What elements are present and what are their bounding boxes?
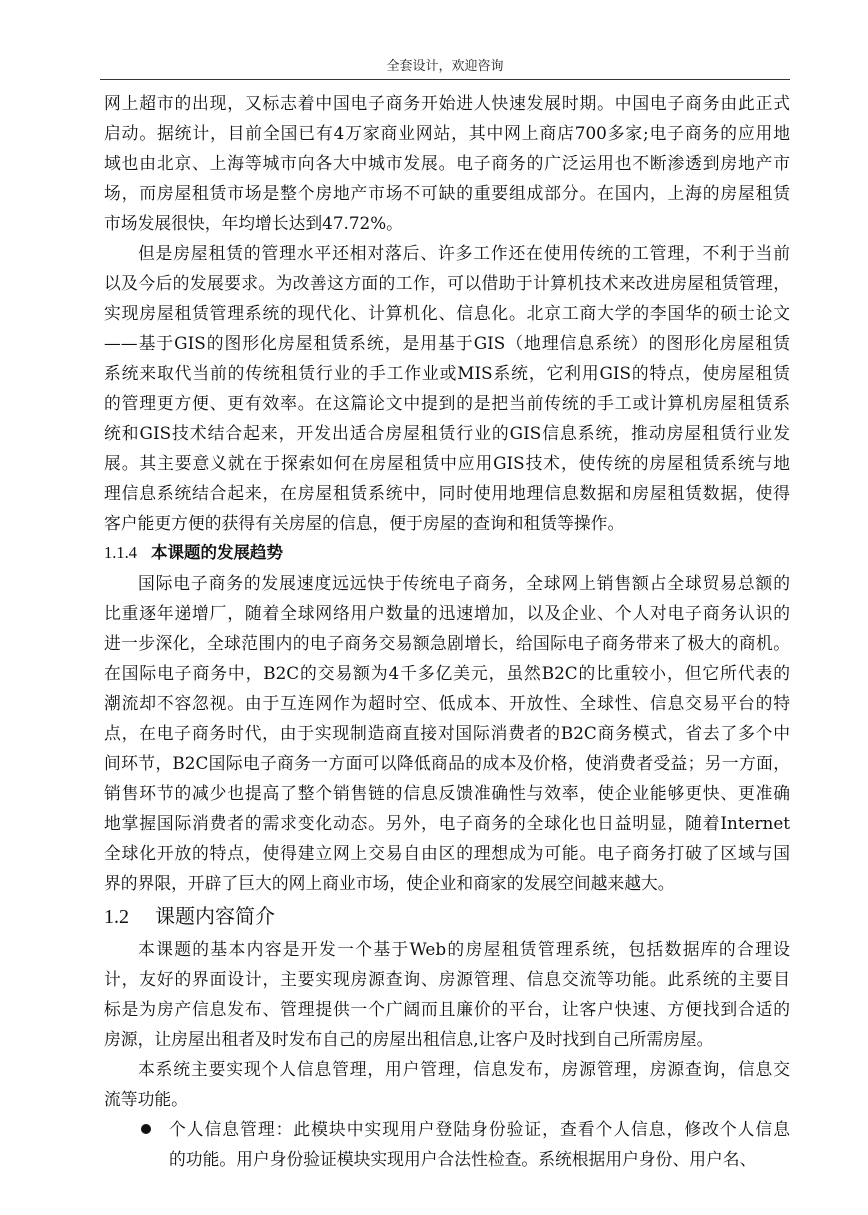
header-rule xyxy=(100,79,790,80)
text-line: 销售环节的减少也提高了整个销售链的信息反馈准确性与效率，使企业能够更快、更准确 xyxy=(104,783,790,803)
text-line: 本课题的基本内容是开发一个基于Web的房屋租赁管理系统，包括数据库的合理设 xyxy=(138,939,790,959)
text-line: 潮流却不容忽视。由于互连网作为超时空、低成本、开放性、全球性、信息交易平台的特 xyxy=(104,693,790,713)
text-line: 标是为房产信息发布、管理提供一个广阔而且廉价的平台，让客户快速、方便找到合适的 xyxy=(104,999,790,1019)
text-line: 的功能。用户身份验证模块实现用户合法性检查。系统根据用户身份、用户名、 xyxy=(169,1149,757,1169)
section-title: 课题内容简介 xyxy=(155,904,275,928)
text-line: 本系统主要实现个人信息管理，用户管理，信息发布，房源管理，房源查询，信息交 xyxy=(138,1059,790,1079)
text-line: 地掌握国际消费者的需求变化动态。另外，电子商务的全球化也日益明显，随着Internet xyxy=(104,813,790,833)
text-line: 域也由北京、上海等城市向各大中城市发展。电子商务的广泛运用也不断渗透到房地产市 xyxy=(104,153,790,173)
text-line: 个人信息管理：此模块中实现用户登陆身份验证，查看个人信息，修改个人信息 xyxy=(169,1119,790,1139)
paragraph-rental-management xyxy=(104,238,790,538)
text-line: 国际电子商务的发展速度远远快于传统电子商务，全球网上销售额占全球贸易总额的 xyxy=(138,573,790,593)
section-title: 本课题的发展趋势 xyxy=(151,543,283,562)
text-line: 系统来取代当前的传统租赁行业的手工作业或MIS系统，它利用GIS的特点，使房屋租赁 xyxy=(104,363,790,383)
text-line: ——基于GIS的图形化房屋租赁系统，是用基于GIS（地理信息系统）的图形化房屋租赁 xyxy=(104,333,790,353)
text-line: 以及今后的发展要求。为改善这方面的工作，可以借助于计算机技术来改进房屋租赁管理， xyxy=(104,273,790,293)
section-number: 1.1.4 xyxy=(104,543,137,562)
text-line: 房源，让房屋出租者及时发布自己的房屋出租信息,让客户及时找到自己所需房屋。 xyxy=(104,1029,714,1049)
text-line: 理信息系统结合起来，在房屋租赁系统中，同时使用地理信息数据和房屋租赁数据，使得 xyxy=(104,483,790,503)
paragraph-development-trend xyxy=(104,568,790,898)
text-line: 间环节，B2C国际电子商务一方面可以降低商品的成本及价格，使消费者受益；另一方面， xyxy=(104,753,790,773)
page-header: 全套设计，欢迎咨询 xyxy=(386,59,504,74)
text-line: 在国际电子商务中，B2C的交易额为4千多亿美元，虽然B2C的比重较小，但它所代表的 xyxy=(104,663,790,683)
text-line: 点，在电子商务时代，由于实现制造商直接对国际消费者的B2C商务模式，省去了多个中 xyxy=(104,723,790,743)
text-line: 实现房屋租赁管理系统的现代化、计算机化、信息化。北京工商大学的李国华的硕士论文 xyxy=(104,303,790,323)
paragraph-ecommerce-intro xyxy=(104,88,790,238)
text-line: 流等功能。 xyxy=(104,1089,188,1109)
text-line: 比重逐年递增厂，随着全球网络用户数量的迅速增加，以及企业、个人对电子商务认识的 xyxy=(104,603,790,623)
section-heading-1-1-4 xyxy=(104,538,790,568)
bullet-icon xyxy=(141,1124,151,1134)
text-line: 场，而房屋租赁市场是整个房地产市场不可缺的重要组成部分。在国内，上海的房屋租赁 xyxy=(104,183,790,203)
section-heading-1-2 xyxy=(104,898,790,934)
text-line: 全球化开放的特点，使得建立网上交易自由区的理想成为可能。电子商务打破了区域与国 xyxy=(104,843,790,863)
text-line: 的管理更方便、更有效率。在这篇论文中提到的是把当前传统的手工或计算机房屋租赁系 xyxy=(104,393,790,413)
list-item xyxy=(104,1114,790,1174)
text-line: 进一步深化，全球范围内的电子商务交易额急剧增长，给国际电子商务带来了极大的商机。 xyxy=(104,633,790,653)
text-line: 客户能更方便的获得有关房屋的信息，便于房屋的查询和租赁等操作。 xyxy=(104,513,625,533)
text-line: 展。其主要意义就在于探索如何在房屋租赁中应用GIS技术，使传统的房屋租赁系统与地 xyxy=(104,453,790,473)
text-line: 启动。据统计，目前全国已有4万家商业网站，其中网上商店700多家;电子商务的应用地 xyxy=(104,123,790,143)
text-line: 但是房屋租赁的管理水平还相对落后、许多工作还在使用传统的工管理，不利于当前 xyxy=(138,243,790,263)
text-line: 计，友好的界面设计，主要实现房源查询、房源管理、信息交流等功能。此系统的主要目 xyxy=(104,969,790,989)
paragraph-project-content xyxy=(104,934,790,1054)
document-body xyxy=(104,88,790,1174)
text-line: 市场发展很快，年均增长达到47.72%。 xyxy=(104,213,403,233)
text-line: 统和GIS技术结合起来，开发出适合房屋租赁行业的GIS信息系统，推动房屋租赁行业发 xyxy=(104,423,790,443)
text-line: 网上超市的出现，又标志着中国电子商务开始进人快速发展时期。中国电子商务由此正式 xyxy=(104,93,790,113)
section-number: 1.2 xyxy=(104,906,129,928)
paragraph-system-functions xyxy=(104,1054,790,1114)
text-line: 界的界限，开辟了巨大的网上商业市场，使企业和商家的发展空间越来越大。 xyxy=(104,873,675,893)
